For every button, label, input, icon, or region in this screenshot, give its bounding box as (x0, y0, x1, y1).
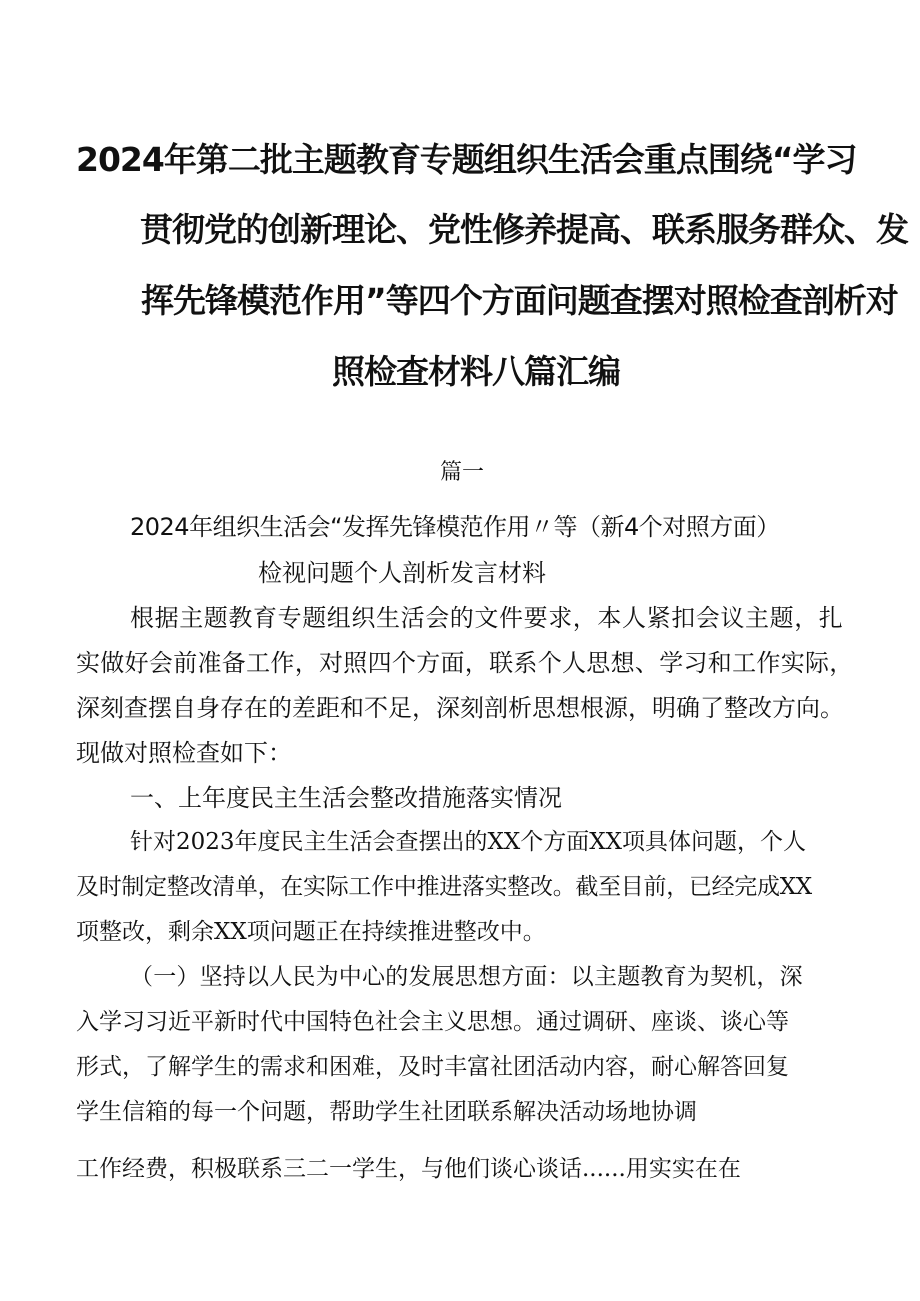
document-title-line-3: 挥先锋模范作用”等四个方面问题查摆对照检查剖析对 (141, 281, 898, 320)
body-line-7: 项整改，剩余XX项问题正在持续推进整改中。 (76, 919, 546, 945)
section-heading-1: 一、上年度民主生活会整改措施落实情况 (130, 784, 562, 812)
document-title-line-4: 照检查材料八篇汇编 (332, 352, 620, 391)
body-line-8: （一）坚持以人民为中心的发展思想方面：以主题教育为契机，深 (130, 964, 803, 990)
body-line-3: 深刻查摆自身存在的差距和不足，深刻剖析思想根源，明确了整改方向。 (76, 694, 844, 722)
document-title-line-2: 贯彻党的创新理论、党性修养提高、联系服务群众、发 (140, 210, 908, 249)
body-line-10: 形式，了解学生的需求和困难，及时丰富社团活动内容，耐心解答回复 (76, 1054, 789, 1080)
body-line-4: 现做对照检查如下： (76, 739, 292, 767)
chapter-label: 篇一 (440, 460, 485, 485)
body-line-1: 根据主题教育专题组织生活会的文件要求，本人紧扣会议主题，扎 (130, 604, 844, 632)
body-line-6: 及时制定整改清单，在实际工作中推进落实整改。截至目前，已经完成XX (76, 874, 812, 900)
body-line-9: 入学习习近平新时代中国特色社会主义思想。通过调研、座谈、谈心等 (76, 1009, 789, 1035)
body-line-11: 学生信箱的每一个问题，帮助学生社团联系解决活动场地协调 (76, 1099, 697, 1125)
document-title-line-1: 2024年第二批主题教育专题组织生活会重点围绕“学习 (76, 140, 857, 179)
subtitle-line-2: 检视问题个人剖析发言材料 (258, 559, 546, 587)
subtitle-line-1: 2024年组织生活会“发挥先锋模范作用〃等（新4个对照方面） (130, 513, 780, 541)
body-line-5: 针对2023年度民主生活会查摆出的XX个方面XX项具体问题，个人 (130, 829, 807, 855)
body-line-12: 工作经费，积极联系三二一学生，与他们谈心谈话......用实实在在 (76, 1156, 741, 1182)
body-line-2: 实做好会前准备工作，对照四个方面，联系个人思想、学习和工作实际， (76, 649, 854, 677)
